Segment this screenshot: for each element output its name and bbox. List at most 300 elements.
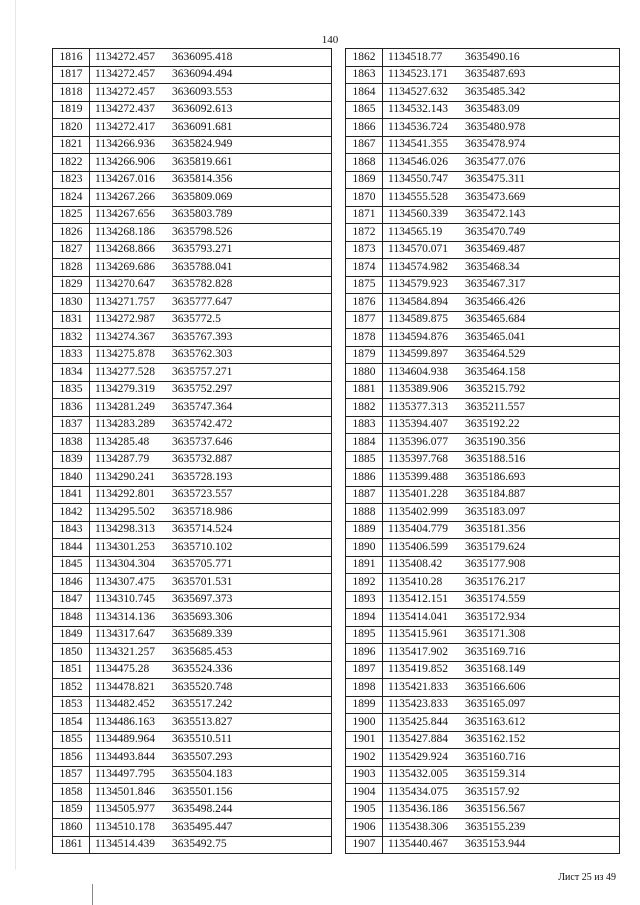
- point-number: 1866: [346, 119, 383, 137]
- point-number: 1906: [346, 819, 383, 837]
- table-row: [346, 801, 620, 819]
- y-coordinate: 3635517.242: [172, 698, 233, 711]
- table-row: [53, 416, 332, 434]
- table-row: [53, 539, 332, 557]
- y-coordinate: 3635181.356: [465, 523, 526, 536]
- point-coordinates: [383, 101, 620, 119]
- y-coordinate: 3635465.041: [465, 330, 526, 343]
- point-number: 1843: [53, 521, 90, 539]
- x-coordinate: 1134518.77: [388, 50, 443, 63]
- point-number: 1896: [346, 644, 383, 662]
- point-number: 1847: [53, 591, 90, 609]
- point-coordinates: [90, 434, 332, 452]
- point-coordinates: [90, 521, 332, 539]
- x-coordinate: 1134267.016: [95, 173, 155, 186]
- coordinates-table-right: [345, 48, 620, 854]
- y-coordinate: 3635160.716: [465, 750, 526, 763]
- point-number: 1846: [53, 574, 90, 592]
- point-number: 1824: [53, 189, 90, 207]
- table-row: [346, 294, 620, 312]
- point-number: 1905: [346, 801, 383, 819]
- point-number: 1838: [53, 434, 90, 452]
- x-coordinate: 1134272.437: [95, 103, 155, 116]
- x-coordinate: 1135425.844: [388, 715, 448, 728]
- table-row: [346, 224, 620, 242]
- x-coordinate: 1134486.163: [95, 715, 155, 728]
- y-coordinate: 3635793.271: [172, 243, 233, 256]
- point-number: 1893: [346, 591, 383, 609]
- point-coordinates: [383, 591, 620, 609]
- table-row: [346, 416, 620, 434]
- point-number: 1825: [53, 206, 90, 224]
- point-number: 1887: [346, 486, 383, 504]
- x-coordinate: 1134505.977: [95, 803, 155, 816]
- table-row: [53, 836, 332, 854]
- point-number: 1857: [53, 766, 90, 784]
- table-row: [53, 241, 332, 259]
- x-coordinate: 1134584.894: [388, 295, 448, 308]
- point-number: 1871: [346, 206, 383, 224]
- point-number: 1907: [346, 836, 383, 854]
- point-number: 1881: [346, 381, 383, 399]
- point-number: 1833: [53, 346, 90, 364]
- y-coordinate: 3635190.356: [465, 435, 526, 448]
- table-row: [53, 434, 332, 452]
- point-coordinates: [383, 154, 620, 172]
- x-coordinate: 1135432.005: [388, 768, 448, 781]
- point-coordinates: [90, 66, 332, 84]
- x-coordinate: 1134274.367: [95, 330, 155, 343]
- x-coordinate: 1134594.876: [388, 330, 448, 343]
- y-coordinate: 3635156.567: [465, 803, 526, 816]
- point-number: 1903: [346, 766, 383, 784]
- x-coordinate: 1134497.795: [95, 768, 155, 781]
- y-coordinate: 3636092.613: [172, 103, 233, 116]
- point-coordinates: [383, 731, 620, 749]
- y-coordinate: 3635714.524: [172, 523, 233, 536]
- y-coordinate: 3636094.494: [172, 68, 233, 81]
- table-row: [53, 644, 332, 662]
- y-coordinate: 3635153.944: [465, 838, 526, 851]
- x-coordinate: 1134314.136: [95, 610, 155, 623]
- point-coordinates: [90, 241, 332, 259]
- point-number: 1835: [53, 381, 90, 399]
- point-coordinates: [383, 259, 620, 277]
- x-coordinate: 1134298.313: [95, 523, 155, 536]
- table-row: [346, 119, 620, 137]
- x-coordinate: 1134574.982: [388, 260, 448, 273]
- point-number: 1821: [53, 136, 90, 154]
- point-number: 1869: [346, 171, 383, 189]
- point-coordinates: [90, 49, 332, 67]
- point-number: 1837: [53, 416, 90, 434]
- table-row: [53, 399, 332, 417]
- point-number: 1867: [346, 136, 383, 154]
- table-row: [53, 276, 332, 294]
- x-coordinate: 1134267.266: [95, 190, 155, 203]
- table-row: [346, 766, 620, 784]
- point-coordinates: [90, 784, 332, 802]
- x-coordinate: 1134271.757: [95, 295, 155, 308]
- x-coordinate: 1134292.801: [95, 488, 155, 501]
- x-coordinate: 1134589.875: [388, 313, 448, 326]
- point-coordinates: [383, 49, 620, 67]
- y-coordinate: 3635777.647: [172, 295, 233, 308]
- y-coordinate: 3635473.669: [465, 190, 526, 203]
- point-coordinates: [90, 574, 332, 592]
- x-coordinate: 1134287.79: [95, 453, 150, 466]
- x-coordinate: 1134304.304: [95, 558, 155, 571]
- point-coordinates: [90, 136, 332, 154]
- point-number: 1844: [53, 539, 90, 557]
- table-row: [346, 171, 620, 189]
- y-coordinate: 3635490.16: [465, 50, 520, 63]
- point-number: 1879: [346, 346, 383, 364]
- point-coordinates: [90, 451, 332, 469]
- y-coordinate: 3635824.949: [172, 138, 233, 151]
- y-coordinate: 3635737.646: [172, 435, 233, 448]
- point-coordinates: [383, 539, 620, 557]
- table-row: [346, 241, 620, 259]
- x-coordinate: 1134268.866: [95, 243, 155, 256]
- table-row: [346, 731, 620, 749]
- point-coordinates: [90, 504, 332, 522]
- point-number: 1861: [53, 836, 90, 854]
- x-coordinate: 1134272.457: [95, 85, 155, 98]
- table-row: [53, 609, 332, 627]
- x-coordinate: 1135423.833: [388, 698, 448, 711]
- x-coordinate: 1134489.964: [95, 733, 155, 746]
- y-coordinate: 3635477.076: [465, 155, 526, 168]
- point-number: 1816: [53, 49, 90, 67]
- y-coordinate: 3635762.303: [172, 348, 233, 361]
- point-coordinates: [90, 591, 332, 609]
- y-coordinate: 3635772.5: [172, 313, 221, 326]
- table-row: [346, 154, 620, 172]
- x-coordinate: 1134310.745: [95, 593, 155, 606]
- point-coordinates: [383, 364, 620, 382]
- point-number: 1883: [346, 416, 383, 434]
- y-coordinate: 3635501.156: [172, 785, 233, 798]
- table-row: [346, 521, 620, 539]
- table-row: [346, 381, 620, 399]
- point-number: 1834: [53, 364, 90, 382]
- y-coordinate: 3635809.069: [172, 190, 233, 203]
- point-coordinates: [90, 189, 332, 207]
- point-number: 1898: [346, 679, 383, 697]
- point-coordinates: [383, 189, 620, 207]
- y-coordinate: 3635757.271: [172, 365, 233, 378]
- x-coordinate: 1135429.924: [388, 750, 448, 763]
- x-coordinate: 1135399.488: [388, 470, 448, 483]
- y-coordinate: 3635211.557: [465, 400, 525, 413]
- x-coordinate: 1134599.897: [388, 348, 448, 361]
- x-coordinate: 1135410.28: [388, 575, 443, 588]
- x-coordinate: 1135397.768: [388, 453, 448, 466]
- point-number: 1841: [53, 486, 90, 504]
- point-coordinates: [383, 294, 620, 312]
- table-row: [53, 626, 332, 644]
- table-row: [346, 101, 620, 119]
- table-row: [346, 451, 620, 469]
- point-number: 1850: [53, 644, 90, 662]
- point-coordinates: [383, 469, 620, 487]
- point-number: 1848: [53, 609, 90, 627]
- coordinates-table-left-body: [53, 49, 332, 854]
- x-coordinate: 1134565.19: [388, 225, 443, 238]
- point-coordinates: [383, 434, 620, 452]
- point-number: 1823: [53, 171, 90, 189]
- table-row: [346, 679, 620, 697]
- y-coordinate: 3635188.516: [465, 453, 526, 466]
- point-number: 1875: [346, 276, 383, 294]
- point-number: 1899: [346, 696, 383, 714]
- table-row: [53, 49, 332, 67]
- x-coordinate: 1134570.071: [388, 243, 448, 256]
- page-number: 140: [321, 34, 339, 46]
- y-coordinate: 3635718.986: [172, 505, 233, 518]
- y-coordinate: 3635798.526: [172, 225, 233, 238]
- table-row: [53, 311, 332, 329]
- point-coordinates: [383, 66, 620, 84]
- table-row: [346, 626, 620, 644]
- y-coordinate: 3635492.75: [172, 838, 227, 851]
- point-coordinates: [383, 206, 620, 224]
- x-coordinate: 1135377.313: [388, 400, 448, 413]
- x-coordinate: 1135396.077: [388, 435, 448, 448]
- point-coordinates: [383, 626, 620, 644]
- point-number: 1831: [53, 311, 90, 329]
- point-coordinates: [90, 399, 332, 417]
- y-coordinate: 3635504.183: [172, 768, 233, 781]
- point-number: 1888: [346, 504, 383, 522]
- point-number: 1886: [346, 469, 383, 487]
- table-row: [346, 346, 620, 364]
- point-coordinates: [383, 574, 620, 592]
- point-number: 1890: [346, 539, 383, 557]
- point-coordinates: [90, 311, 332, 329]
- point-coordinates: [90, 224, 332, 242]
- point-number: 1853: [53, 696, 90, 714]
- y-coordinate: 3635162.152: [465, 733, 526, 746]
- y-coordinate: 3635513.827: [172, 715, 233, 728]
- table-row: [346, 189, 620, 207]
- table-row: [53, 784, 332, 802]
- x-coordinate: 1135404.779: [388, 523, 448, 536]
- y-coordinate: 3635788.041: [172, 260, 233, 273]
- point-coordinates: [90, 329, 332, 347]
- x-coordinate: 1134301.253: [95, 540, 155, 553]
- x-coordinate: 1134281.249: [95, 400, 155, 413]
- point-coordinates: [383, 504, 620, 522]
- y-coordinate: 3635157.92: [465, 785, 520, 798]
- point-coordinates: [383, 801, 620, 819]
- point-number: 1854: [53, 714, 90, 732]
- point-coordinates: [383, 329, 620, 347]
- point-coordinates: [383, 609, 620, 627]
- point-coordinates: [383, 644, 620, 662]
- point-number: 1873: [346, 241, 383, 259]
- point-number: 1868: [346, 154, 383, 172]
- point-coordinates: [383, 521, 620, 539]
- point-coordinates: [90, 101, 332, 119]
- x-coordinate: 1134267.656: [95, 208, 155, 221]
- x-coordinate: 1134272.457: [95, 68, 155, 81]
- point-coordinates: [383, 311, 620, 329]
- point-number: 1876: [346, 294, 383, 312]
- table-row: [346, 364, 620, 382]
- x-coordinate: 1134269.686: [95, 260, 155, 273]
- x-coordinate: 1134604.938: [388, 365, 448, 378]
- point-number: 1855: [53, 731, 90, 749]
- x-coordinate: 1134478.821: [95, 680, 155, 693]
- y-coordinate: 3635465.684: [465, 313, 526, 326]
- point-coordinates: [383, 819, 620, 837]
- x-coordinate: 1134532.143: [388, 103, 448, 116]
- table-row: [346, 311, 620, 329]
- x-coordinate: 1134510.178: [95, 820, 155, 833]
- x-coordinate: 1134536.724: [388, 120, 448, 133]
- x-coordinate: 1135402.999: [388, 505, 448, 518]
- point-coordinates: [383, 416, 620, 434]
- table-row: [53, 224, 332, 242]
- x-coordinate: 1135414.041: [388, 610, 448, 623]
- y-coordinate: 3635159.314: [465, 768, 526, 781]
- y-coordinate: 3635468.34: [465, 260, 520, 273]
- y-coordinate: 3636091.681: [172, 120, 233, 133]
- table-row: [53, 381, 332, 399]
- y-coordinate: 3635155.239: [465, 820, 526, 833]
- table-row: [346, 329, 620, 347]
- point-coordinates: [90, 469, 332, 487]
- point-number: 1865: [346, 101, 383, 119]
- point-coordinates: [90, 556, 332, 574]
- y-coordinate: 3635168.149: [465, 663, 526, 676]
- table-row: [53, 171, 332, 189]
- y-coordinate: 3635524.336: [172, 663, 233, 676]
- point-number: 1829: [53, 276, 90, 294]
- x-coordinate: 1134550.747: [388, 173, 448, 186]
- point-number: 1863: [346, 66, 383, 84]
- point-number: 1885: [346, 451, 383, 469]
- point-number: 1830: [53, 294, 90, 312]
- point-coordinates: [383, 749, 620, 767]
- table-row: [53, 521, 332, 539]
- point-coordinates: [383, 556, 620, 574]
- table-row: [346, 819, 620, 837]
- point-number: 1878: [346, 329, 383, 347]
- y-coordinate: 3635483.09: [465, 103, 520, 116]
- point-number: 1858: [53, 784, 90, 802]
- table-row: [53, 749, 332, 767]
- point-number: 1851: [53, 661, 90, 679]
- table-row: [346, 136, 620, 154]
- point-number: 1872: [346, 224, 383, 242]
- table-row: [53, 486, 332, 504]
- x-coordinate: 1135394.407: [388, 418, 448, 431]
- x-coordinate: 1134290.241: [95, 470, 155, 483]
- x-coordinate: 1134307.475: [95, 575, 155, 588]
- x-coordinate: 1134285.48: [95, 435, 150, 448]
- y-coordinate: 3635466.426: [465, 295, 526, 308]
- y-coordinate: 3635507.293: [172, 750, 233, 763]
- table-row: [346, 504, 620, 522]
- y-coordinate: 3635184.887: [465, 488, 526, 501]
- x-coordinate: 1134272.417: [95, 120, 155, 133]
- x-coordinate: 1134560.339: [388, 208, 448, 221]
- table-row: [53, 84, 332, 102]
- x-coordinate: 1134268.186: [95, 225, 155, 238]
- y-coordinate: 3635510.511: [172, 733, 232, 746]
- point-number: 1902: [346, 749, 383, 767]
- point-coordinates: [383, 171, 620, 189]
- point-number: 1822: [53, 154, 90, 172]
- point-coordinates: [90, 364, 332, 382]
- table-row: [346, 84, 620, 102]
- y-coordinate: 3635186.693: [465, 470, 526, 483]
- table-row: [53, 294, 332, 312]
- table-row: [346, 49, 620, 67]
- x-coordinate: 1134270.647: [95, 278, 155, 291]
- x-coordinate: 1134501.846: [95, 785, 155, 798]
- point-coordinates: [383, 696, 620, 714]
- point-coordinates: [383, 276, 620, 294]
- table-row: [53, 259, 332, 277]
- point-coordinates: [90, 119, 332, 137]
- point-number: 1840: [53, 469, 90, 487]
- table-row: [53, 801, 332, 819]
- table-row: [53, 364, 332, 382]
- point-number: 1864: [346, 84, 383, 102]
- x-coordinate: 1135440.467: [388, 838, 448, 851]
- x-coordinate: 1134277.528: [95, 365, 155, 378]
- table-row: [346, 574, 620, 592]
- x-coordinate: 1135406.599: [388, 540, 448, 553]
- x-coordinate: 1134266.906: [95, 155, 155, 168]
- point-number: 1882: [346, 399, 383, 417]
- table-row: [53, 504, 332, 522]
- table-row: [53, 119, 332, 137]
- table-row: [53, 731, 332, 749]
- y-coordinate: 3635480.978: [465, 120, 526, 133]
- point-number: 1874: [346, 259, 383, 277]
- point-number: 1832: [53, 329, 90, 347]
- y-coordinate: 3635689.339: [172, 628, 233, 641]
- x-coordinate: 1134546.026: [388, 155, 448, 168]
- y-coordinate: 3635169.716: [465, 645, 526, 658]
- y-coordinate: 3635767.393: [172, 330, 233, 343]
- table-row: [346, 276, 620, 294]
- table-row: [346, 556, 620, 574]
- point-coordinates: [383, 451, 620, 469]
- x-coordinate: 1134275.878: [95, 348, 155, 361]
- x-coordinate: 1134523.171: [388, 68, 448, 81]
- point-number: 1889: [346, 521, 383, 539]
- y-coordinate: 3635183.097: [465, 505, 526, 518]
- point-number: 1895: [346, 626, 383, 644]
- point-coordinates: [90, 84, 332, 102]
- y-coordinate: 3636093.553: [172, 85, 233, 98]
- x-coordinate: 1134283.289: [95, 418, 155, 431]
- table-row: [53, 661, 332, 679]
- point-number: 1901: [346, 731, 383, 749]
- y-coordinate: 3635171.308: [465, 628, 526, 641]
- table-row: [346, 714, 620, 732]
- point-coordinates: [90, 801, 332, 819]
- y-coordinate: 3635705.771: [172, 558, 233, 571]
- point-coordinates: [383, 714, 620, 732]
- y-coordinate: 3635163.612: [465, 715, 526, 728]
